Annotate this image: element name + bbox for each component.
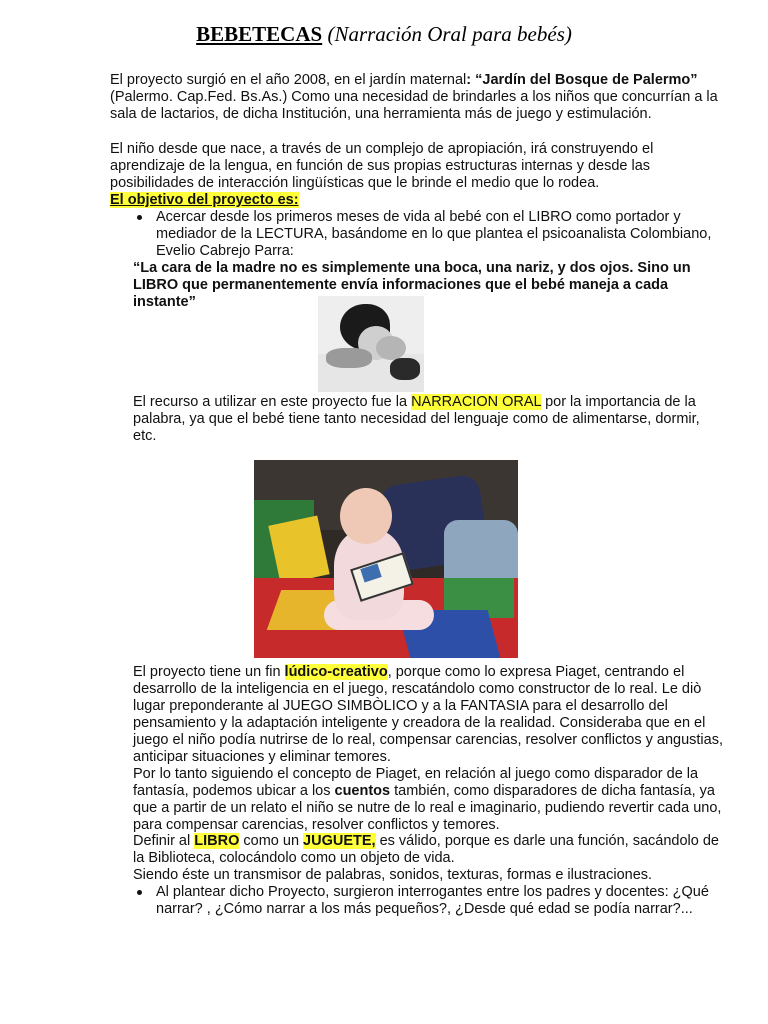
title-main: BEBETECAS <box>196 22 323 46</box>
ludico-text-b: , porque como lo expresa Piaget, centrando el desarrollo de la inteligencia en el juego, rescatándolo como constructor de lo real. Le diò lugar preponderante al JUEGO SIMBÒLICO y a la FANTASIA para el desarrollo del pensamiento y la adaptación inteligente y creadora de la realidad. Consideraba que en el juego el niño podía nutrirse de lo real, compensar carencias, resolver conflictos y angustias, anticipar situaciones y eliminar temores. <box>133 664 723 765</box>
definir-text-a: Definir al <box>133 833 195 849</box>
objective-heading-text: El objetivo del proyecto es: <box>110 192 299 208</box>
piaget-paragraph <box>133 766 723 834</box>
definir-text-c: es válido, porque es darle una función, sacándolo de la Biblioteca, colocándolo como un objeto de vida. <box>133 833 719 866</box>
cabrejo-quote: “La cara de la madre no es simplemente una boca, una nariz, y dos ojos. Sino un LIBRO que permanentemente envía informaciones que el bebé maneja a cada instante” <box>133 260 691 310</box>
objective-heading <box>110 192 730 209</box>
bullet-dot <box>137 215 142 220</box>
definir-text-b: como un <box>239 833 304 849</box>
definir-paragraph <box>133 833 723 867</box>
document-title <box>0 20 768 49</box>
definir-highlight-libro: LIBRO <box>194 833 240 849</box>
piaget-text-b: también, como disparadores de dicha fantasía, ya que a partir de un relato el niño se nutre de lo real e imaginario, pudiendo revertir cada uno, para compensar carencias, resolver conflictos y temores. <box>133 783 722 833</box>
questions-bullet: Al plantear dicho Proyecto, surgieron interrogantes entre los padres y docentes: ¿Qué narrar? , ¿Cómo narrar a los más pequeños?, ¿Desde qué edad se podía narrar?... <box>156 884 709 917</box>
intro-paragraph <box>110 72 730 123</box>
resource-text-b: por la importancia de la palabra, ya que el bebé tiene tanto necesidad del lenguaje como de alimentarse, dormir, etc. <box>133 394 700 444</box>
siendo-paragraph: Siendo éste un transmisor de palabras, sonidos, texturas, formas e ilustraciones. <box>133 867 653 883</box>
resource-highlight: NARRACION ORAL <box>411 394 542 410</box>
resource-paragraph <box>133 394 723 445</box>
definir-highlight-juguete: JUGUETE, <box>303 833 376 849</box>
piaget-bold-word: cuentos <box>334 783 391 799</box>
intro-text-a: El proyecto surgió en el año 2008, en el jardín maternal <box>110 72 467 88</box>
language-paragraph: El niño desde que nace, a través de un complejo de apropiación, irá construyendo el aprendizaje de la lengua, en función de sus propias estructuras internas y desde las posibilidades de interacción lingüísticas que le brinde el medio que lo rodea. <box>110 141 654 191</box>
intro-text-c: (Palermo. Cap.Fed. Bs.As.) Como una necesidad de brindarles a los niños que concurrían a la sala de lactarios, de dicha Institución, una herramienta más de juego y estimulación. <box>110 89 718 122</box>
ludico-highlight: lúdico-creativo <box>284 664 388 680</box>
intro-garden-name: : “Jardín del Bosque de Palermo” <box>466 72 698 88</box>
mother-baby-photo <box>318 296 424 392</box>
title-subtitle: (Narración Oral para bebés) <box>322 22 572 46</box>
resource-text-a: El recurso a utilizar en este proyecto fue la <box>133 394 412 410</box>
objective-bullet: Acercar desde los primeros meses de vida al bebé con el LIBRO como portador y mediador de la LECTURA, basándome en lo que plantea el psicoanalista Colombiano, Evelio Cabrejo Parra: <box>156 209 712 259</box>
bullet-dot <box>137 890 142 895</box>
ludico-paragraph <box>133 664 723 766</box>
baby-reading-photo <box>254 460 518 658</box>
ludico-text-a: El proyecto tiene un fin <box>133 664 285 680</box>
piaget-text-a: Por lo tanto siguiendo el concepto de Piaget, en relación al juego como disparador de la fantasía, podemos ubicar a los <box>133 766 699 799</box>
